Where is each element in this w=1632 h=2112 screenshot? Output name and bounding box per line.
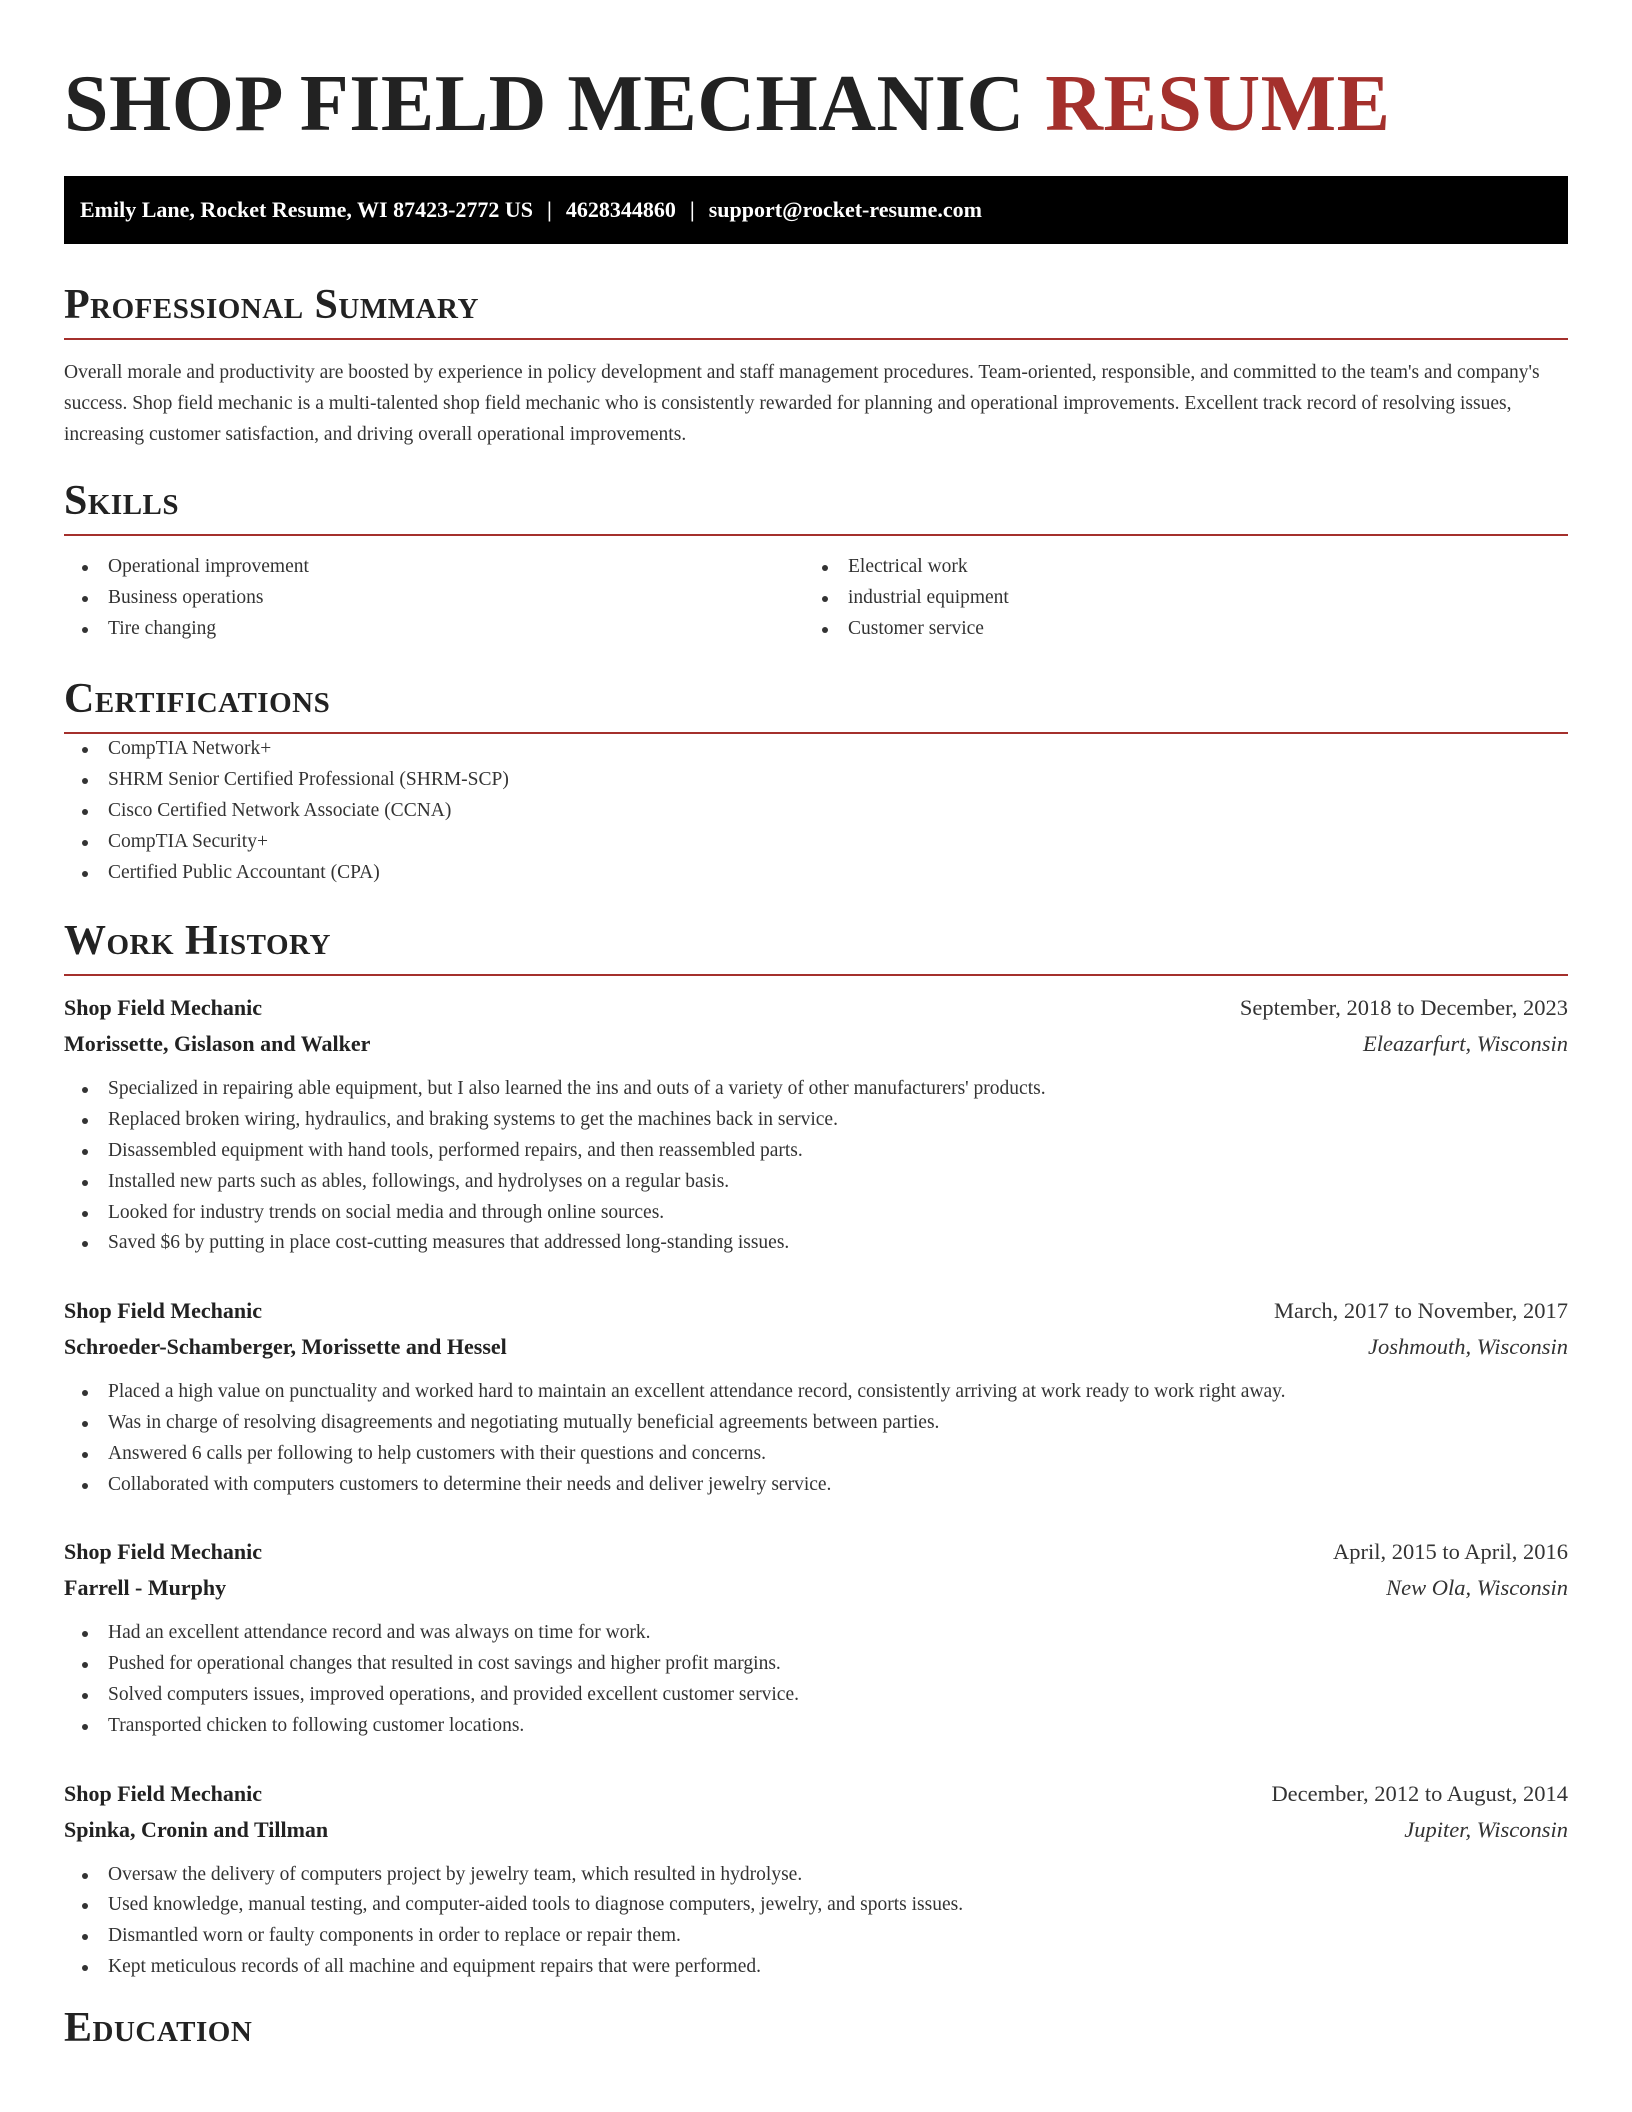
skill-item: Electrical work (804, 552, 1544, 583)
summary-text: Overall morale and productivity are boosted by experience in policy development and staff management procedures. Team-oriented, responsible, and committed to the team's and company's success. Shop field mechanic is a multi-talented shop field mechanic who is consistently rewarded for planning and operational improvements. Excellent track record of resolving issues, increasing customer satisfaction, and driving overall operational improvements. (64, 362, 1540, 445)
certification-item: CompTIA Network+ (64, 734, 1568, 765)
job-entry (64, 1776, 1568, 1983)
job-duties-list (64, 1377, 1568, 1500)
skills-list-left (64, 552, 804, 644)
certification-item: Certified Public Accountant (CPA) (64, 858, 1568, 889)
job-entry (64, 990, 1568, 1259)
skill-item: industrial equipment (804, 583, 1544, 614)
section-heading-education: Education (64, 2004, 253, 2051)
job-duty-item: Installed new parts such as ables, followings, and hydrolyses on a regular basis. (64, 1167, 1568, 1198)
job-entry (64, 1534, 1568, 1741)
section-divider (64, 338, 1568, 340)
contact-separator: | (689, 197, 695, 222)
section-divider (64, 534, 1568, 536)
education-section (64, 2001, 1568, 2055)
job-duty-item: Oversaw the delivery of computers project by jewelry team, which resulted in hydrolyse. (64, 1860, 1568, 1891)
job-duty-item: Placed a high value on punctuality and worked hard to maintain an excellent attendance record, consistently arriving at work ready to work right away. (64, 1377, 1568, 1408)
job-dates: September, 2018 to December, 2023 (1239, 995, 1568, 1021)
job-duty-item: Specialized in repairing able equipment, but I also learned the ins and outs of a variety of other manufacturers' products. (64, 1074, 1568, 1105)
job-company: Farrell - Murphy (64, 1575, 227, 1601)
job-title: Shop Field Mechanic (64, 1539, 263, 1565)
job-duty-item: Pushed for operational changes that resulted in cost savings and higher profit margins. (64, 1649, 1568, 1680)
job-dates: April, 2015 to April, 2016 (1333, 1539, 1568, 1565)
job-header-row (64, 1293, 1568, 1329)
job-header-row (64, 1776, 1568, 1812)
job-company: Spinka, Cronin and Tillman (64, 1816, 329, 1842)
job-duties-list (64, 1618, 1568, 1741)
certification-item: CompTIA Security+ (64, 827, 1568, 858)
skill-item: Business operations (64, 583, 804, 614)
job-company-row (64, 1026, 1568, 1062)
job-dates: December, 2012 to August, 2014 (1271, 1780, 1568, 1806)
job-entry (64, 1293, 1568, 1500)
job-duty-item: Solved computers issues, improved operations, and provided excellent customer service. (64, 1680, 1568, 1711)
job-location: Joshmouth, Wisconsin (1368, 1334, 1568, 1360)
job-duty-item: Looked for industry trends on social media and through online sources. (64, 1198, 1568, 1229)
job-duty-item: Was in charge of resolving disagreements and negotiating mutually beneficial agreements between parties. (64, 1408, 1568, 1439)
job-company: Schroeder-Schamberger, Morissette and Hessel (64, 1334, 507, 1360)
job-duty-item: Replaced broken wiring, hydraulics, and braking systems to get the machines back in service. (64, 1105, 1568, 1136)
contact-address: Emily Lane, Rocket Resume, WI 87423-2772 US (80, 197, 534, 222)
skills-column-left (64, 552, 804, 644)
section-heading-work-history: Work History (64, 918, 331, 965)
job-header-row (64, 1534, 1568, 1570)
title-main: SHOP FIELD MECHANIC (64, 60, 1025, 148)
job-company-row (64, 1329, 1568, 1365)
certifications-section (64, 672, 1568, 888)
job-duties-list (64, 1860, 1568, 1983)
job-duty-item: Dismantled worn or faulty components in order to replace or repair them. (64, 1921, 1568, 1952)
section-heading-summary: Professional Summary (64, 282, 479, 328)
skills-grid (64, 552, 1568, 644)
job-title: Shop Field Mechanic (64, 1780, 263, 1806)
title-accent: RESUME (1045, 60, 1391, 148)
contact-separator: | (547, 197, 552, 222)
resume-page (64, 0, 1568, 2055)
job-location: Jupiter, Wisconsin (1404, 1816, 1568, 1842)
contact-phone: 4628344860 (565, 197, 676, 222)
job-header-row (64, 990, 1568, 1026)
skill-item: Operational improvement (64, 552, 804, 583)
job-duty-item: Had an excellent attendance record and was always on time for work. (64, 1618, 1568, 1649)
job-duties-list (64, 1074, 1568, 1259)
section-heading-certifications: Certifications (64, 676, 331, 723)
job-duty-item: Disassembled equipment with hand tools, performed repairs, and then reassembled parts. (64, 1136, 1568, 1167)
job-duty-item: Collaborated with computers customers to determine their needs and deliver jewelry service. (64, 1470, 1568, 1501)
skill-item: Tire changing (64, 614, 804, 645)
skills-column-right (804, 552, 1544, 644)
job-duty-item: Kept meticulous records of all machine and equipment repairs that were performed. (64, 1952, 1568, 1983)
job-company-row (64, 1812, 1568, 1848)
job-dates: March, 2017 to November, 2017 (1273, 1298, 1568, 1324)
skills-list-right (804, 552, 1544, 644)
job-duty-item: Used knowledge, manual testing, and computer-aided tools to diagnose computers, jewelry, and sports issues. (64, 1890, 1568, 1921)
certification-item: Cisco Certified Network Associate (CCNA) (64, 796, 1568, 827)
skill-item: Customer service (804, 614, 1544, 645)
job-duty-item: Answered 6 calls per following to help customers with their questions and concerns. (64, 1439, 1568, 1470)
job-duty-item: Saved $6 by putting in place cost-cutting measures that addressed long-standing issues. (64, 1228, 1568, 1259)
job-location: Eleazarfurt, Wisconsin (1362, 1031, 1568, 1057)
job-title: Shop Field Mechanic (64, 1298, 263, 1324)
job-title: Shop Field Mechanic (64, 995, 263, 1021)
certification-item: SHRM Senior Certified Professional (SHRM-SCP) (64, 765, 1568, 796)
summary-section (64, 278, 1568, 450)
contact-bar (64, 176, 1568, 244)
skills-section (64, 474, 1568, 644)
certifications-list (64, 734, 1568, 888)
resume-title (64, 0, 1568, 150)
job-location: New Ola, Wisconsin (1386, 1575, 1568, 1601)
contact-email: support@rocket-resume.com (708, 197, 982, 222)
job-company: Morissette, Gislason and Walker (64, 1031, 371, 1057)
job-duty-item: Transported chicken to following customer locations. (64, 1711, 1568, 1742)
work-history-section (64, 914, 1568, 1982)
section-divider (64, 974, 1568, 976)
section-heading-skills: Skills (64, 478, 180, 524)
job-company-row (64, 1570, 1568, 1606)
